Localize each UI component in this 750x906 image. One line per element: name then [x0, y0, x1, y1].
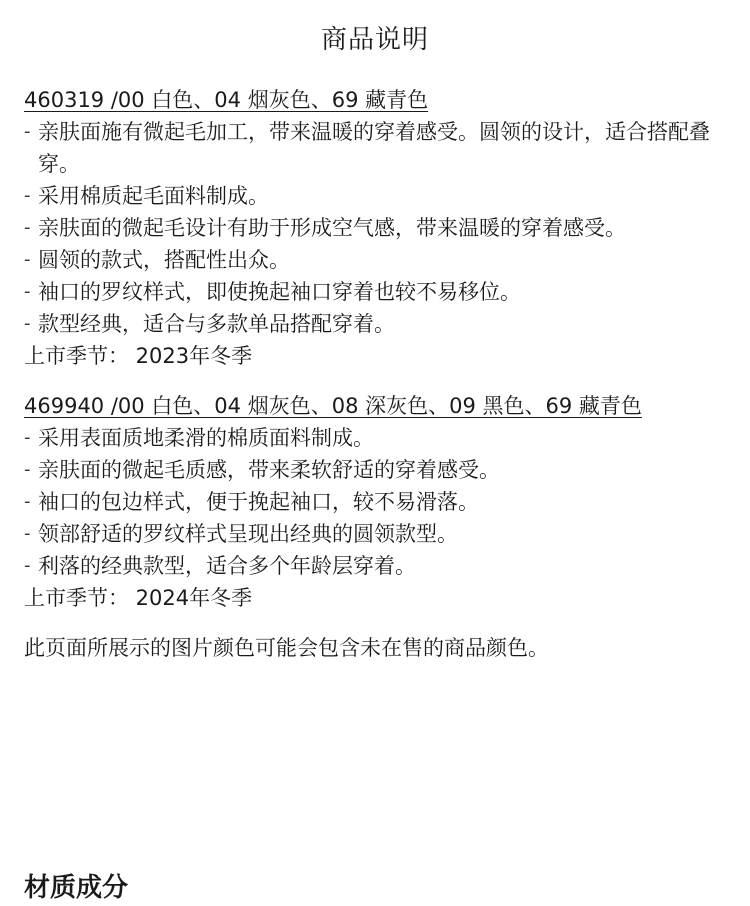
feature-item: - 款型经典，适合与多款单品搭配穿着。: [24, 308, 726, 340]
product-code-colors-1: 460319 /00 白色、04 烟灰色、69 藏青色: [24, 88, 429, 112]
feature-item: - 领部舒适的罗纹样式呈现出经典的圆领款型。: [24, 518, 726, 550]
feature-item: - 亲肤面的微起毛质感，带来柔软舒适的穿着感受。: [24, 454, 726, 486]
material-composition-heading: 材质成分: [24, 873, 129, 903]
feature-item: - 采用棉质起毛面料制成。: [24, 180, 726, 212]
product-description-content: [24, 84, 726, 685]
product-block-1: [24, 84, 726, 372]
feature-item: - 采用表面质地柔滑的棉质面料制成。: [24, 422, 726, 454]
color-availability-notice: 此页面所展示的图片颜色可能会包含未在售的商品颜色。: [24, 636, 549, 660]
feature-item: - 亲肤面施有微起毛加工，带来温暖的穿着感受。圆领的设计，适合搭配叠穿。: [24, 116, 726, 180]
feature-item: - 利落的经典款型，适合多个年龄层穿着。: [24, 550, 726, 582]
feature-item: - 袖口的罗纹样式，即使挽起袖口穿着也较不易移位。: [24, 276, 726, 308]
release-season-2: 上市季节： 2024年冬季: [24, 586, 253, 610]
product-code-colors-2: 469940 /00 白色、04 烟灰色、08 深灰色、09 黑色、69 藏青色: [24, 394, 642, 418]
product-block-2: [24, 390, 726, 614]
feature-item: - 圆领的款式，搭配性出众。: [24, 244, 726, 276]
release-season-1: 上市季节： 2023年冬季: [24, 344, 253, 368]
page-title: 商品说明: [320, 25, 429, 55]
feature-item: - 亲肤面的微起毛设计有助于形成空气感，带来温暖的穿着感受。: [24, 212, 726, 244]
feature-item: - 袖口的包边样式，便于挽起袖口，较不易滑落。: [24, 486, 726, 518]
